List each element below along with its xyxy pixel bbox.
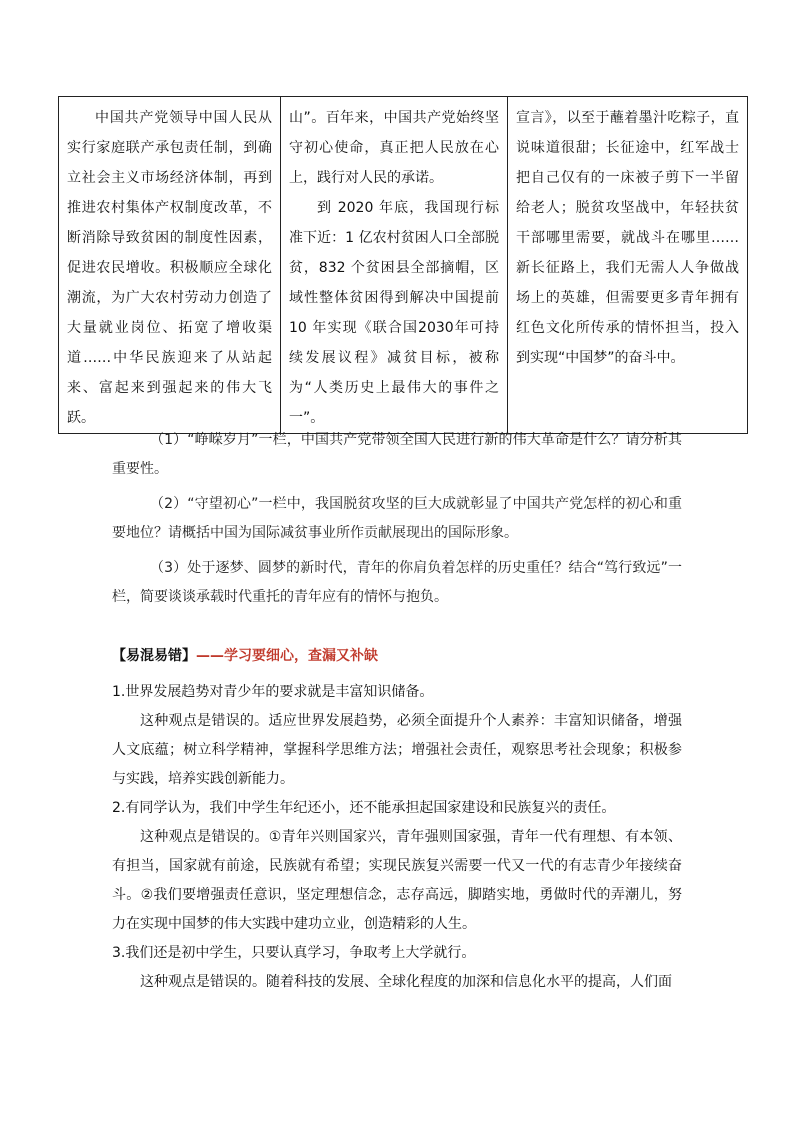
error-explanation: 这种观点是错误的。适应世界发展趋势，必须全面提升个人素养：丰富知识储备，增强人文底蕴；树立科学精神，掌握科学思维方法；增强社会责任，观察思考社会现象；积极参与实践，培养实践创新能力。 — [112, 713, 682, 787]
error-statement: 3.我们还是初中学生，只要认真学习，争取考上大学就行。 — [112, 945, 476, 961]
error-list — [112, 678, 682, 997]
table-cell-go-far — [508, 97, 748, 434]
error-explanation: 这种观点是错误的。①青年兴则国家兴，青年强则国家强，青年一代有理想、有本领、有担当，国家就有前途，民族就有希望；实现民族复兴需要一代又一代的有志青少年接续奋斗。②我们要增强责任意识，坚定理想信念，志存高远，脚踏实地，勇做时代的弄潮儿，努力在实现中国梦的伟大实践中建功立业，创造精彩的人生。 — [112, 829, 682, 932]
section-heading — [112, 646, 378, 666]
question-item: （2）“守望初心”一栏中，我国脱贫攻坚的巨大成就彰显了中国共产党怎样的初心和重要地位？请概括中国为国际减贫事业所作贡献展现出的国际形象。 — [112, 496, 682, 541]
cell-paragraph: 宣言》，以至于蘸着墨汁吃粽子，直说味道很甜；长征途中，红军战士把自己仅有的一床被子剪下一半留给老人；脱贫攻坚战中，年轻扶贫干部哪里需要，就战斗在哪里……新长征路上，我们无需人人争做战场上的英雄，但需要更多青年拥有红色文化所传承的情怀担当，投入到实现“中国梦”的奋斗中。 — [516, 110, 739, 366]
question-item: （1）“峥嵘岁月”一栏，中国共产党带领全国人民进行新的伟大革命是什么？请分析其重要性。 — [112, 432, 682, 477]
section-subtitle: ——学习要细心，查漏又补缺 — [196, 648, 378, 664]
question-item: （3）处于逐梦、圆梦的新时代，青年的你肩负着怎样的历史重任？结合“笃行致远”一栏，简要谈谈承载时代重托的青年应有的情怀与抱负。 — [112, 560, 682, 605]
section-bracket-title: 【易混易错】 — [112, 648, 196, 664]
error-statement: 1.世界发展趋势对青少年的要求就是丰富知识储备。 — [112, 684, 434, 700]
cell-paragraph: 中国共产党领导中国人民从实行家庭联产承包责任制，到确立社会主义市场经济体制，再到推进农村集体产权制度改革，不断消除导致贫困的制度性因素，促进农民增收。积极顺应全球化潮流，为广大农村劳动力创造了大量就业岗位、拓宽了增收渠道……中华民族迎来了从站起来、富起来到强起来的伟大飞跃。 — [67, 110, 272, 426]
cell-paragraph: 到 2020 年底，我国现行标准下近：1 亿农村贫困人口全部脱贫，832 个贫困县全部摘帽，区域性整体贫困得到解决中国提前 10 年实现《联合国2030年可持续发展议程》减贫目标，被称为“人类历史上最伟大的事件之一”。 — [289, 200, 499, 426]
content-table — [58, 96, 748, 434]
error-explanation: 这种观点是错误的。随着科技的发展、全球化程度的加深和信息化水平的提高，人们面 — [140, 974, 672, 990]
table-cell-struggle — [59, 97, 281, 434]
error-statement: 2.有同学认为，我们中学生年纪还小，还不能承担起国家建设和民族复兴的责任。 — [112, 800, 616, 816]
table-row — [59, 97, 748, 434]
question-list — [112, 426, 682, 612]
table-cell-original-aspiration — [281, 97, 508, 434]
cell-paragraph: 山”。百年来，中国共产党始终坚守初心使命，真正把人民放在心上，践行对人民的承诺。 — [289, 110, 499, 186]
